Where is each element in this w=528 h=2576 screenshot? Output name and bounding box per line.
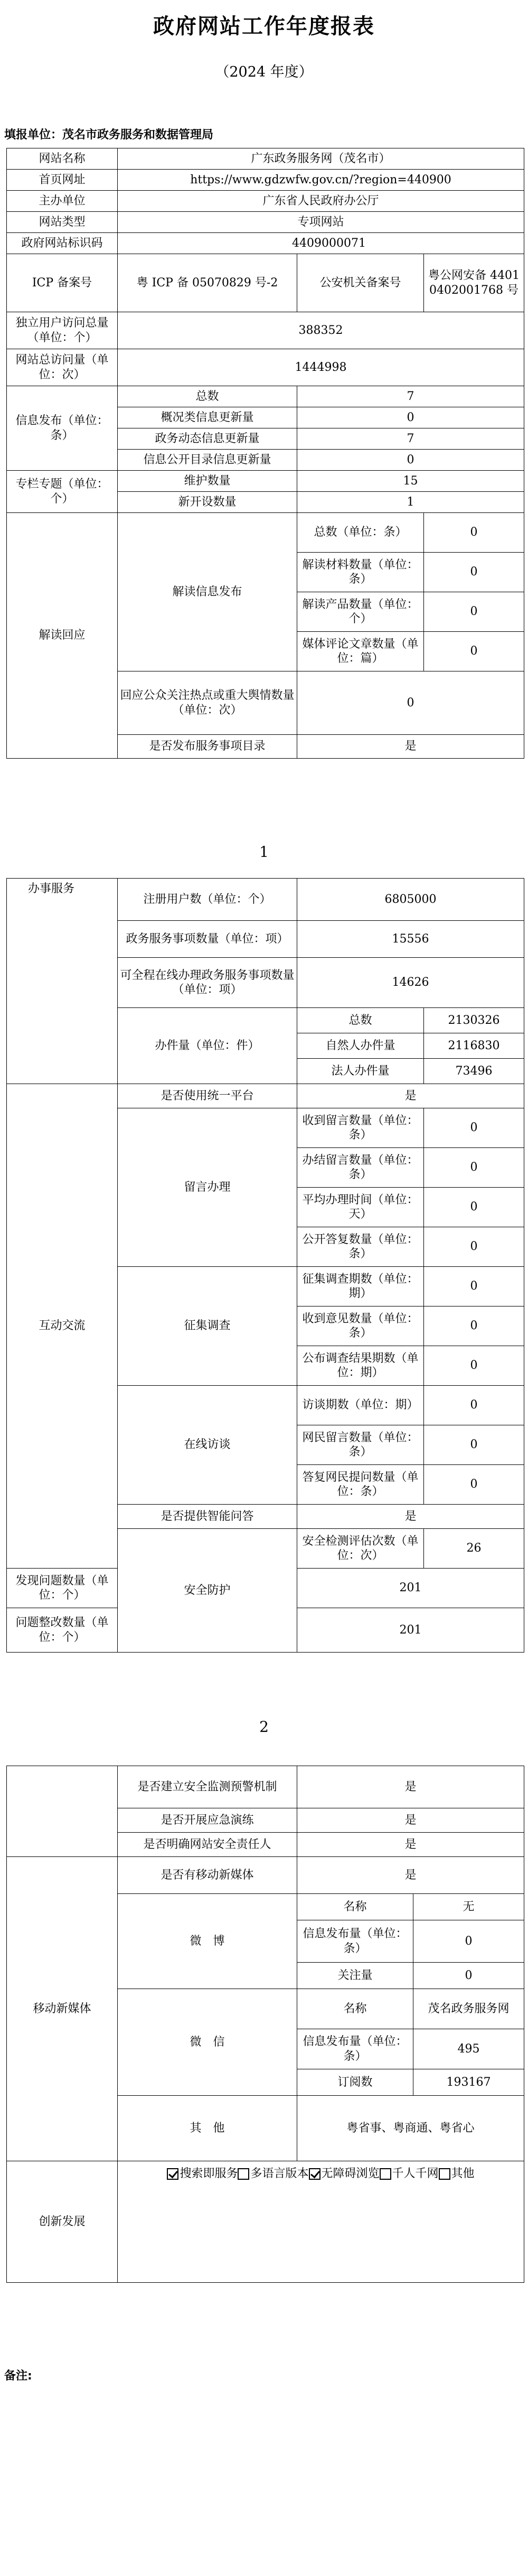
page-number-1: 1 <box>259 843 269 861</box>
label-talk-msg: 网民留言数量（单位：条） <box>297 1425 424 1465</box>
innovation-option-0[interactable] <box>167 2167 238 2181</box>
value-interp-prod: 0 <box>424 592 524 632</box>
value-has-mobile: 是 <box>297 1857 524 1894</box>
label-survey-n: 征集调查期数（单位：期） <box>297 1267 424 1306</box>
value-info-overview: 0 <box>297 407 524 428</box>
label-drill: 是否开展应急演练 <box>118 1808 297 1833</box>
value-svc-dir: 是 <box>297 735 524 759</box>
label-service: 办事服务 <box>7 879 118 1084</box>
checkbox-unchecked-icon[interactable] <box>238 2168 249 2180</box>
label-interaction: 互动交流 <box>7 1084 118 1569</box>
label-site-type: 网站类型 <box>7 212 118 233</box>
label-talk: 在线访谈 <box>118 1386 297 1505</box>
value-msg-time: 0 <box>424 1188 524 1227</box>
report-title: 政府网站工作年度报表 <box>153 14 375 39</box>
label-info-overview: 概况类信息更新量 <box>118 407 297 428</box>
label-col-maint: 维护数量 <box>118 471 297 492</box>
label-msg-done: 办结留言数量（单位：条） <box>297 1148 424 1188</box>
value-icp: 粤 ICP 备 05070829 号-2 <box>118 254 297 312</box>
label-weibo: 微 博 <box>118 1894 297 1989</box>
label-interp-mat: 解读材料数量（单位：条） <box>297 553 424 592</box>
label-wb-pub: 信息发布量（单位：条） <box>297 1920 413 1963</box>
label-pv: 网站总访问量（单位：次） <box>7 349 118 386</box>
label-has-mobile: 是否有移动新媒体 <box>118 1857 297 1894</box>
label-info-total: 总数 <box>118 386 297 407</box>
checkbox-checked-icon[interactable] <box>167 2168 178 2180</box>
value-other: 粤省事、粤商通、粤省心 <box>297 2096 524 2161</box>
label-svc-dir: 是否发布服务事项目录 <box>118 735 297 759</box>
innovation-option-3[interactable] <box>380 2167 439 2181</box>
label-wb-name: 名称 <box>297 1894 413 1920</box>
value-sec-test: 26 <box>424 1529 524 1569</box>
label-svc-online: 可全程在线办理政务服务事项数量（单位：项） <box>118 958 297 1008</box>
label-org: 主办单位 <box>7 191 118 212</box>
value-smart: 是 <box>297 1505 524 1529</box>
label-resp: 是否明确网站安全责任人 <box>118 1833 297 1857</box>
value-org: 广东省人民政府办公厅 <box>118 191 524 212</box>
value-site-type: 专项网站 <box>118 212 524 233</box>
label-site-name: 网站名称 <box>7 148 118 170</box>
label-icp: ICP 备案号 <box>7 254 118 312</box>
label-msg-time: 平均办理时间（单位：天） <box>297 1188 424 1227</box>
label-mobile: 移动新媒体 <box>7 1857 118 2161</box>
value-interp-total: 0 <box>424 513 524 553</box>
innovation-option-label: 搜索即服务 <box>180 2167 238 2180</box>
label-sec-found: 发现问题数量（单位：个） <box>7 1569 118 1608</box>
value-wx-name: 茂名政务服务网 <box>413 1989 524 2029</box>
innovation-option-4[interactable] <box>439 2167 475 2181</box>
label-column: 专栏专题（单位：个） <box>7 471 118 513</box>
label-svc-items: 政务服务事项数量（单位：项） <box>118 921 297 958</box>
innovation-checkbox-group <box>120 2167 522 2181</box>
label-info-news: 政务动态信息更新量 <box>118 428 297 450</box>
value-msg-done: 0 <box>424 1148 524 1188</box>
value-survey-pub: 0 <box>424 1346 524 1386</box>
label-wx-name: 名称 <box>297 1989 413 2029</box>
label-interp-pub: 解读信息发布 <box>118 513 297 671</box>
label-uv: 独立用户访问总量（单位：个） <box>7 312 118 349</box>
label-wechat: 微 信 <box>118 1989 297 2096</box>
value-wb-name: 无 <box>413 1894 524 1920</box>
label-psb: 公安机关备案号 <box>297 254 424 312</box>
value-wb-pub: 0 <box>413 1920 524 1963</box>
value-interp-media: 0 <box>424 632 524 671</box>
label-msg-pub: 公开答复数量（单位：条） <box>297 1227 424 1267</box>
label-survey: 征集调查 <box>118 1267 297 1386</box>
value-col-maint: 15 <box>297 471 524 492</box>
label-sec-test: 安全检测评估次数（单位：次） <box>297 1529 424 1569</box>
value-col-new: 1 <box>297 492 524 513</box>
label-innovation: 创新发展 <box>7 2161 118 2283</box>
page-number-2: 2 <box>259 1718 269 1735</box>
value-msg-recv: 0 <box>424 1108 524 1148</box>
value-handle-legal: 73496 <box>424 1059 524 1084</box>
innovation-option-label: 其他 <box>451 2167 475 2180</box>
value-drill: 是 <box>297 1808 524 1833</box>
checkbox-unchecked-icon[interactable] <box>439 2168 450 2180</box>
value-pv: 1444998 <box>118 349 524 386</box>
value-svc-online: 14626 <box>297 958 524 1008</box>
report-table-2 <box>6 878 524 1653</box>
label-interp-media: 媒体评论文章数量（单位：篇） <box>297 632 424 671</box>
innovation-option-label: 千人千网 <box>392 2167 439 2180</box>
report-table-1 <box>6 148 524 759</box>
label-talk-n: 访谈期数（单位：期） <box>297 1386 424 1425</box>
value-resp: 是 <box>297 1833 524 1857</box>
value-wx-sub: 193167 <box>413 2069 524 2096</box>
value-survey-opinion: 0 <box>424 1306 524 1346</box>
value-url: https://www.gdzwfw.gov.cn/?region=440900 <box>118 170 524 191</box>
label-survey-pub: 公布调查结果期数（单位：期） <box>297 1346 424 1386</box>
report-table-3 <box>6 1766 524 2283</box>
value-unified: 是 <box>297 1084 524 1108</box>
value-talk-msg: 0 <box>424 1425 524 1465</box>
value-wb-follow: 0 <box>413 1963 524 1989</box>
label-url: 首页网址 <box>7 170 118 191</box>
label-interp-total: 总数（单位：条） <box>297 513 424 553</box>
value-talk-n: 0 <box>424 1386 524 1425</box>
label-wx-pub: 信息发布量（单位：条） <box>297 2029 413 2069</box>
value-msg-pub: 0 <box>424 1227 524 1267</box>
innovation-option-label: 无障碍浏览 <box>321 2167 380 2180</box>
value-svc-items: 15556 <box>297 921 524 958</box>
label-handle-legal: 法人办件量 <box>297 1059 424 1084</box>
value-reg-users: 6805000 <box>297 879 524 921</box>
label-reg-users: 注册用户数（单位：个） <box>118 879 297 921</box>
label-talk-ans: 答复网民提问数量（单位：条） <box>297 1465 424 1505</box>
value-interp-resp: 0 <box>297 671 524 735</box>
innovation-options <box>118 2161 524 2283</box>
value-survey-n: 0 <box>424 1267 524 1306</box>
value-psb: 粤公网安备 44010402001768 号 <box>424 254 524 312</box>
value-info-news: 7 <box>297 428 524 450</box>
value-sec-found: 201 <box>297 1569 524 1608</box>
label-smart: 是否提供智能问答 <box>118 1505 297 1529</box>
label-col-new: 新开设数量 <box>118 492 297 513</box>
label-security: 安全防护 <box>118 1529 297 1653</box>
value-sec-fix: 201 <box>297 1608 524 1653</box>
label-site-code: 政府网站标识码 <box>7 233 118 254</box>
label-wx-sub: 订阅数 <box>297 2069 413 2096</box>
value-handle-person: 2116830 <box>424 1033 524 1059</box>
label-survey-opinion: 收到意见数量（单位：条） <box>297 1306 424 1346</box>
value-interp-mat: 0 <box>424 553 524 592</box>
label-interp-prod: 解读产品数量（单位：个） <box>297 592 424 632</box>
innovation-option-label: 多语言版本 <box>250 2167 309 2180</box>
value-talk-ans: 0 <box>424 1465 524 1505</box>
innovation-option-1[interactable] <box>238 2167 308 2181</box>
label-unified: 是否使用统一平台 <box>118 1084 297 1108</box>
label-sec-fix: 问题整改数量（单位：个） <box>7 1608 118 1653</box>
label-wb-follow: 关注量 <box>297 1963 413 1989</box>
remarks-label: 备注: <box>4 2369 32 2383</box>
value-monitor: 是 <box>297 1766 524 1808</box>
report-year: （2024 年度） <box>215 64 313 80</box>
label-handle-person: 自然人办件量 <box>297 1033 424 1059</box>
value-info-open: 0 <box>297 450 524 471</box>
label-info-open: 信息公开目录信息更新量 <box>118 450 297 471</box>
value-uv: 388352 <box>118 312 524 349</box>
label-other: 其 他 <box>118 2096 297 2161</box>
innovation-option-2[interactable] <box>309 2167 380 2181</box>
filler-unit: 填报单位：茂名市政务服务和数据管理局 <box>4 128 214 142</box>
value-site-name: 广东政务服务网（茂名市） <box>118 148 524 170</box>
checkbox-checked-icon[interactable] <box>309 2168 320 2180</box>
label-sec-blank <box>7 1766 118 1857</box>
label-handle-total: 总数 <box>297 1008 424 1033</box>
label-monitor: 是否建立安全监测预警机制 <box>118 1766 297 1808</box>
value-wx-pub: 495 <box>413 2029 524 2069</box>
value-info-total: 7 <box>297 386 524 407</box>
value-handle-total: 2130326 <box>424 1008 524 1033</box>
label-msg-recv: 收到留言数量（单位：条） <box>297 1108 424 1148</box>
value-site-code: 4409000071 <box>118 233 524 254</box>
label-interp: 解读回应 <box>7 513 118 759</box>
label-info: 信息发布（单位：条） <box>7 386 118 471</box>
checkbox-unchecked-icon[interactable] <box>380 2168 391 2180</box>
label-interp-resp: 回应公众关注热点或重大舆情数量（单位：次） <box>118 671 297 735</box>
label-msg: 留言办理 <box>118 1108 297 1267</box>
label-handle: 办件量（单位：件） <box>118 1008 297 1084</box>
